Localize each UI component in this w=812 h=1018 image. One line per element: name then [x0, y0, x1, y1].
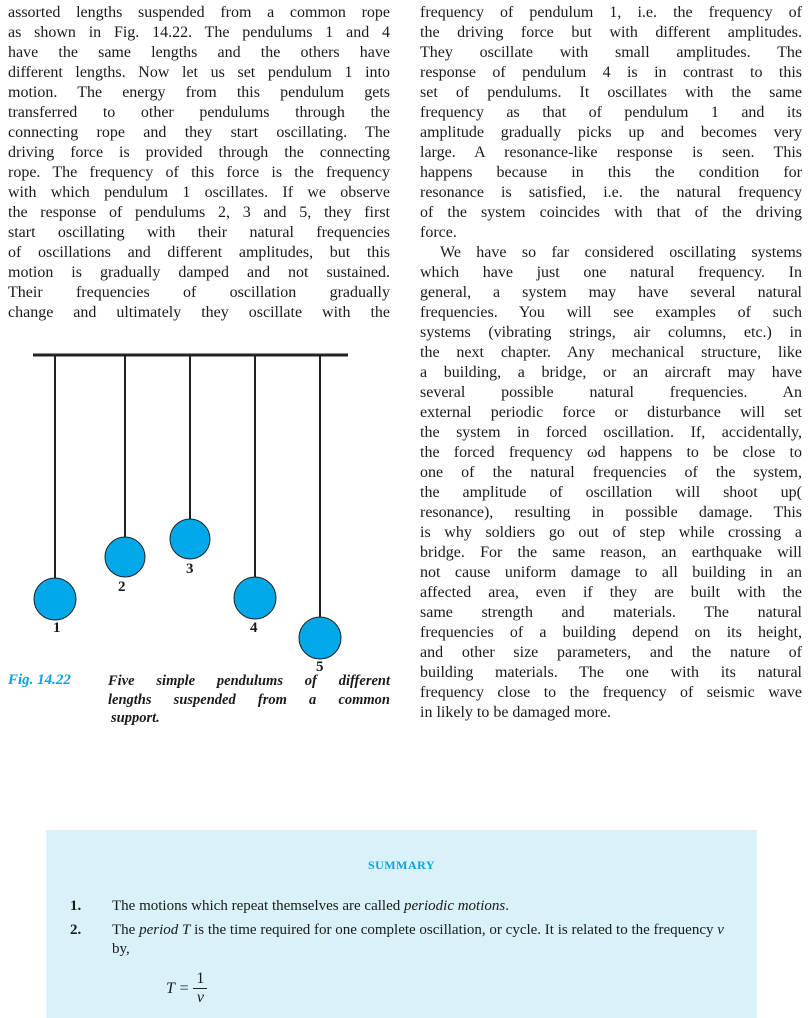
text-line: bridge. For the same reason, an earthquake will: [420, 544, 802, 561]
text-line: They oscillate with small amplitudes. The: [420, 44, 802, 61]
text-line: amplitude gradually picks up and becomes very: [420, 124, 802, 141]
item-text: [112, 897, 742, 916]
text-line: frequency as that of pendulum 1 and its: [420, 104, 802, 121]
text-line: the system in forced oscillation. If, accidentally,: [420, 424, 802, 441]
text-line: transferred to other pendulums through the: [8, 104, 390, 121]
text-line: frequency of pendulum 1, i.e. the frequency of: [420, 4, 802, 21]
text-line: systems (vibrating strings, air columns, etc.) in: [420, 324, 802, 341]
left-column-text: [8, 3, 390, 323]
caption-text: [108, 672, 390, 728]
pendulum-3-label: 3: [186, 561, 194, 577]
text-line: a building, a bridge, or an aircraft may have: [420, 364, 802, 381]
text-line: is why soldiers go out of step while crossing a: [420, 524, 802, 541]
text-line: resonance is satisfied, i.e. the natural frequency: [420, 184, 802, 201]
text-line: different lengths. Now let us set pendulum 1 into: [8, 64, 390, 81]
text-line: of oscillations and different amplitudes, but this: [8, 244, 390, 261]
fraction: [193, 970, 207, 1007]
pendulum-1-label: 1: [53, 620, 61, 636]
pendulum-4-label: 4: [250, 620, 258, 636]
text-line: the forced frequency ωd happens to be close to: [420, 444, 802, 461]
summary-title: SUMMARY: [367, 858, 436, 872]
text: The motions which repeat themselves are called: [112, 898, 404, 914]
caption-line: support.: [111, 710, 160, 726]
text-line: and other size parameters, and the nature of: [420, 644, 802, 661]
text-line: the next chapter. Any mechanical structure, like: [420, 344, 802, 361]
text: is the time required for one complete oscillation, or cycle. It is related to the frequency: [190, 922, 718, 938]
text-line: the driving force but with different amplitudes.: [420, 24, 802, 41]
item-number: 1.: [70, 898, 82, 914]
text-line: response of pendulum 4 is in contrast to this: [420, 64, 802, 81]
text-line: several possible natural frequencies. An: [420, 384, 802, 401]
text-line: general, a system may have several natural: [420, 284, 802, 301]
text-line: the response of pendulums 2, 3 and 5, they first: [8, 204, 390, 221]
text-line: assorted lengths suspended from a common rope: [8, 4, 390, 21]
pendulum-5-label: 5: [316, 659, 324, 675]
text-line: frequencies of a building depend on its height,: [420, 624, 802, 641]
text: by,: [112, 941, 130, 957]
pendulum-3-bob: [170, 519, 210, 559]
text-line: as shown in Fig. 14.22. The pendulums 1 and 4: [8, 24, 390, 41]
text-line: driving force is provided through the connecting: [8, 144, 390, 161]
text-line: same strength and materials. The natural: [420, 604, 802, 621]
text-line: the amplitude of oscillation will shoot up(: [420, 484, 802, 501]
numerator: 1: [193, 970, 207, 989]
term: period T: [139, 922, 191, 938]
period-formula: [166, 970, 207, 1007]
caption-line: Five simple pendulums of different: [108, 673, 390, 689]
denominator: ν: [196, 989, 204, 1006]
text-line: affected area, even if they are built with the: [420, 584, 802, 601]
text-line: motion. The energy from this pendulum gets: [8, 84, 390, 101]
text-line: frequency close to the frequency of seismic wave: [420, 684, 802, 701]
text-line: rope. The frequency of this force is the frequency: [8, 164, 390, 181]
text-line: Their frequencies of oscillation gradually: [8, 284, 390, 301]
text-line: change and ultimately they oscillate with the: [8, 304, 390, 321]
pendulum-2-label: 2: [118, 579, 126, 595]
text-line: connecting rope and they start oscillating. The: [8, 124, 390, 141]
text-line: which have just one natural frequency. In: [420, 264, 802, 281]
text-line: motion is gradually damped and not sustained.: [8, 264, 390, 281]
text-line: not cause uniform damage to all building in an: [420, 564, 802, 581]
text-line: have the same lengths and the others have: [8, 44, 390, 61]
caption-line: lengths suspended from a common: [108, 691, 390, 708]
text-line: force.: [420, 224, 457, 241]
symbol: ν: [717, 922, 724, 938]
text-line: external periodic force or disturbance will set: [420, 404, 802, 421]
text-line: set of pendulums. It oscillates with the same: [420, 84, 802, 101]
pendulum-1-bob: [34, 578, 76, 620]
pendulums-figure: [0, 340, 400, 680]
item-number: 2.: [70, 922, 82, 938]
text-line: large. A resonance-like response is seen. This: [420, 144, 802, 161]
text-line: start oscillating with their natural frequencies: [8, 224, 390, 241]
text-line: of the system coincides with that of the driving: [420, 204, 802, 221]
pendulum-4-bob: [234, 577, 276, 619]
text-line: with which pendulum 1 oscillates. If we observe: [8, 184, 390, 201]
text-line: We have so far considered oscillating systems: [440, 244, 802, 261]
text-line: happens because in this the condition for: [420, 164, 802, 181]
text-line: one of the natural frequencies of the system,: [420, 464, 802, 481]
text-line: resonance), resulting in possible damage. This: [420, 504, 802, 521]
pendulum-2-bob: [105, 537, 145, 577]
text-line: frequencies. You will see examples of such: [420, 304, 802, 321]
item-text: [112, 921, 742, 959]
figure-number: Fig. 14.22: [8, 672, 71, 688]
text-line: in likely to be damaged more.: [420, 704, 612, 721]
term: periodic motions: [403, 898, 506, 914]
summary-box: [46, 830, 757, 1018]
right-column-text: [420, 3, 802, 723]
formula-lhs: T =: [166, 979, 190, 997]
text: The: [112, 922, 140, 938]
pendulum-5-bob: [299, 617, 341, 659]
text-line: building materials. The one with its natural: [420, 664, 802, 681]
text: .: [505, 898, 509, 914]
